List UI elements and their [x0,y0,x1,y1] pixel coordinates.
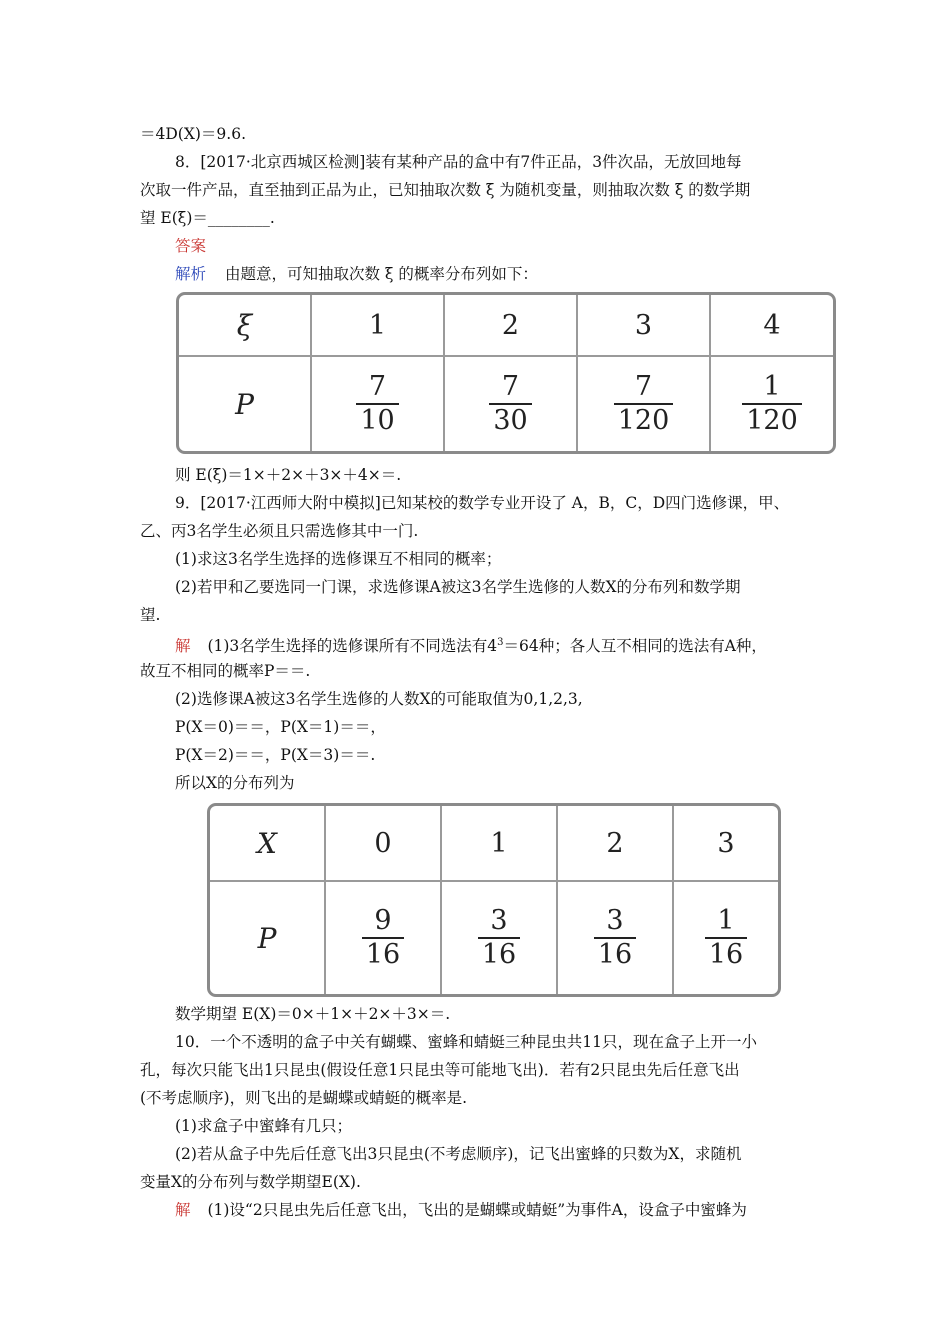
question-10-line: (1)求盒子中蜜蜂有几只； [175,1117,352,1135]
fraction-denominator: 30 [489,403,531,437]
table-value: 2 [445,295,578,357]
fraction-numerator: 1 [717,905,735,936]
question-10-line: 孔，每次只能飞出1只昆虫(假设任意1只昆虫等可能地飞出)．若有2只昆虫先后任意飞出 [140,1061,740,1079]
text-line: ＝4D(X)＝9.6. [140,125,246,143]
table-value: 0 [326,806,442,882]
solution-line: P(X＝2)＝＝，P(X＝3)＝＝. [175,746,376,764]
fraction-denominator: 16 [705,937,747,971]
question-9-line: 乙、丙3名学生必须且只需选修其中一门. [140,522,419,540]
distribution-table-xi [176,292,836,454]
solution-line: 故互不相同的概率P＝＝. [140,662,311,680]
table-header-variable: X [210,806,326,882]
solution-text: (1)设“2只昆虫先后任意飞出，飞出的是蝴蝶或蜻蜓”为事件A，设盒子中蜜蜂为 [207,1201,747,1219]
table-header-probability: P [210,882,326,994]
fraction-numerator: 7 [368,371,387,402]
solution-line: 所以X的分布列为 [175,774,295,792]
probability-cell [312,357,445,451]
probability-cell [326,882,442,994]
solution-label: 解 [175,637,191,655]
solution-label: 解 [175,1201,191,1219]
fraction [594,905,636,971]
probability-cell [442,882,558,994]
fraction-denominator: 120 [614,403,674,437]
analysis-label: 解析 [175,265,207,283]
solution-line [175,633,767,656]
distribution-table-x [207,803,781,997]
fraction [742,371,802,437]
table-value: 1 [442,806,558,882]
fraction [705,905,747,971]
probability-cell [445,357,578,451]
question-8-line: 8．[2017·北京西城区检测]装有某种产品的盒中有7件正品，3件次品，无放回地每 [175,153,742,171]
probability-cell [674,882,778,994]
expectation-line: 则 E(ξ)＝1×＋2×＋3×＋4×＝. [175,466,402,484]
table-value: 3 [578,295,711,357]
superscript: 3 [497,637,504,648]
solution-line: P(X＝0)＝＝，P(X＝1)＝＝， [175,718,386,736]
question-8-line: 望 E(ξ)＝________. [140,209,275,227]
fraction-denominator: 16 [594,937,636,971]
fraction-denominator: 10 [356,403,398,437]
question-10-line: (2)若从盒子中先后任意飞出3只昆虫(不考虑顺序)，记飞出蜜蜂的只数为X，求随机 [175,1145,742,1163]
fraction-numerator: 1 [763,371,781,402]
question-10-line: 10．一个不透明的盒子中关有蝴蝶、蜜蜂和蜻蜓三种昆虫共11只，现在盒子上开一小 [175,1033,757,1051]
fraction-denominator: 16 [362,937,404,971]
fraction-numerator: 9 [374,905,392,936]
fraction-denominator: 16 [478,937,520,971]
analysis-line [175,264,538,284]
table-header-probability: P [179,357,312,451]
question-9-line: (2)若甲和乙要选同一门课，求选修课A被这3名学生选修的人数X的分布列和数学期 [175,578,741,596]
solution-text: ＝64种；各人互不相同的选法有A种， [503,637,767,655]
fraction [489,371,531,437]
solution-line [175,1200,747,1220]
question-9-line: 9．[2017·江西师大附中模拟]已知某校的数学专业开设了 A，B，C，D四门选修课，甲、 [175,494,790,512]
fraction [478,905,520,971]
fraction [362,905,404,971]
table-value: 3 [674,806,778,882]
solution-text: (1)3名学生选择的选修课所有不同选法有4 [207,637,498,655]
probability-cell [578,357,711,451]
question-9-line: 望. [140,606,161,624]
probability-cell [558,882,674,994]
fraction-numerator: 7 [634,371,653,402]
question-8-line: 次取一件产品，直至抽到正品为止，已知抽取次数 ξ 为随机变量，则抽取次数 ξ 的数学期 [140,181,751,199]
expectation-line: 数学期望 E(X)＝0×＋1×＋2×＋3×＝. [175,1005,451,1023]
answer-label: 答案 [175,237,207,255]
fraction-numerator: 3 [606,905,624,936]
table-value: 2 [558,806,674,882]
solution-line: (2)选修课A被这3名学生选修的人数X的可能取值为0,1,2,3, [175,690,583,708]
question-10-line: (不考虑顺序)，则飞出的是蝴蝶或蜻蜓的概率是. [140,1089,468,1107]
analysis-text: 由题意，可知抽取次数 ξ 的概率分布列如下： [224,265,538,283]
fraction-numerator: 7 [501,371,520,402]
probability-cell [711,357,833,451]
table-value: 4 [711,295,833,357]
question-10-line: 变量X的分布列与数学期望E(X). [140,1173,361,1191]
fraction [356,371,398,437]
fraction-numerator: 3 [490,905,508,936]
fraction [614,371,674,437]
question-9-line: (1)求这3名学生选择的选修课互不相同的概率； [175,550,502,568]
table-value: 1 [312,295,445,357]
table-header-variable: ξ [179,295,312,357]
fraction-denominator: 120 [742,403,802,437]
